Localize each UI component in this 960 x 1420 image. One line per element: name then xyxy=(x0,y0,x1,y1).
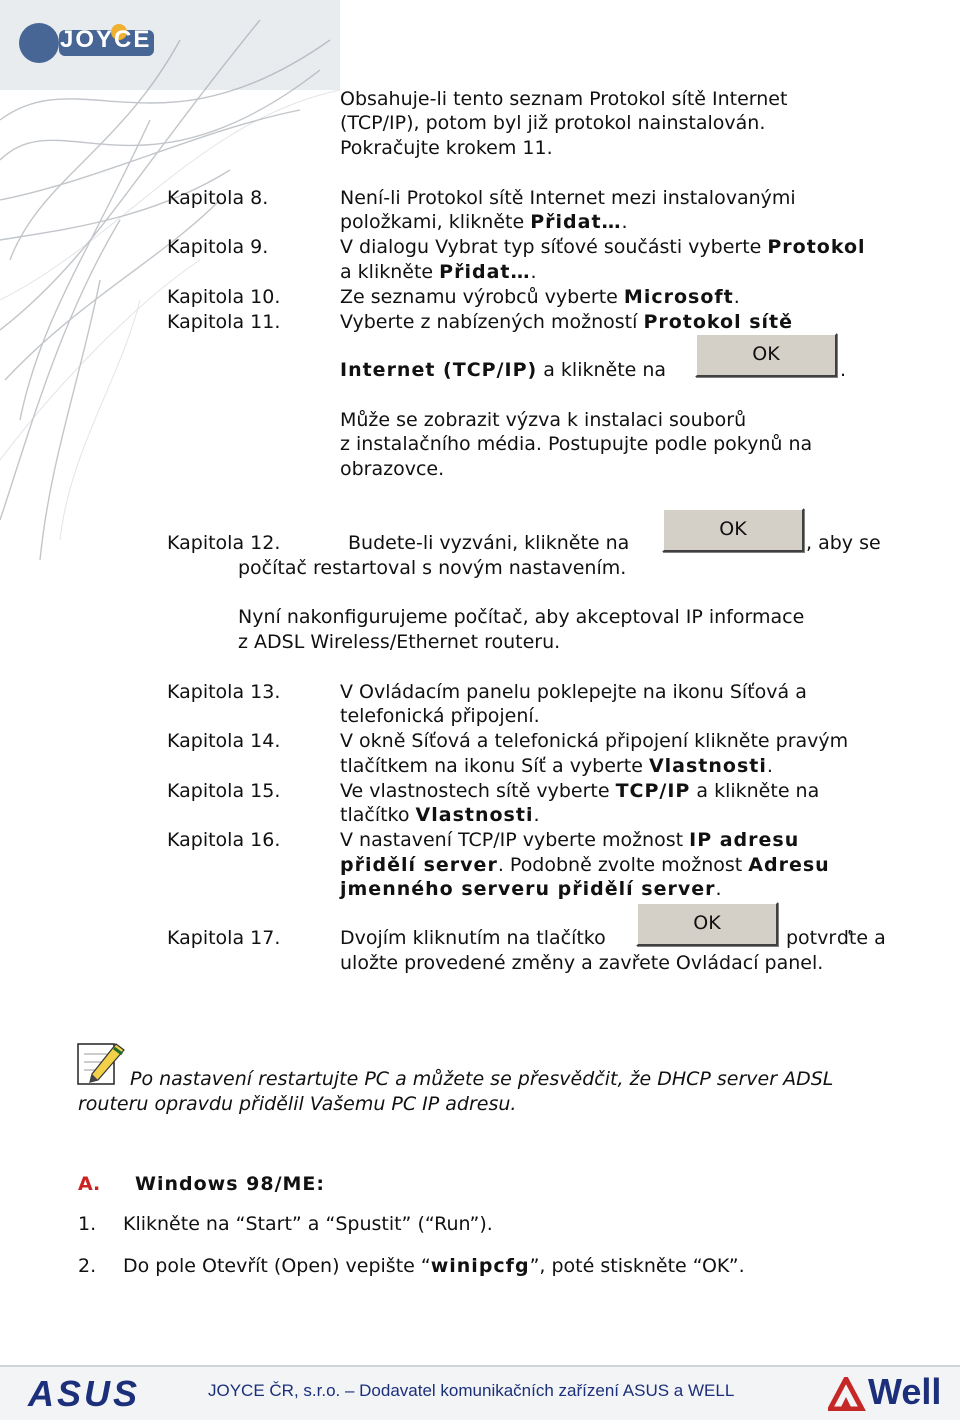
note11-line-2: z instalačního média. Postupujte podle pokynů na xyxy=(340,433,813,455)
step-text-part: položkami, klikněte xyxy=(340,211,531,233)
step-text: potvrďte a xyxy=(786,927,886,949)
paragraph-line-1: Nyní nakonfigurujeme počítač, aby akceptoval IP informace xyxy=(238,606,805,628)
footer xyxy=(0,1365,960,1420)
step-text-part: tlačítko xyxy=(340,804,416,826)
step-text: počítač restartoval s novým nastavením. xyxy=(238,557,627,579)
step-text-part: V nastavení TCP/IP vyberte možnost xyxy=(340,829,690,851)
step-text-bold: TCP/IP xyxy=(615,780,691,802)
step-label: Kapitola 17. xyxy=(167,927,281,949)
step-text xyxy=(340,358,666,383)
step-text-bold: Protokol sítě xyxy=(643,311,794,333)
step-text-bold: Vlastnosti xyxy=(648,755,767,777)
step-text-bold: IP adresu xyxy=(689,829,800,851)
step-text-bold: Přidat… xyxy=(439,261,531,283)
paragraph-line-2: z ADSL Wireless/Ethernet routeru. xyxy=(238,631,561,653)
footer-text: JOYCE ČR, s.r.o. – Dodavatel komunikačních zařízení ASUS a WELL xyxy=(208,1381,735,1400)
note11-line-3: obrazovce. xyxy=(340,458,445,480)
decorative-cables-image xyxy=(0,0,340,560)
step-label: Kapitola 13. xyxy=(167,681,281,703)
step-label: Kapitola 9. xyxy=(167,236,269,258)
step-label: Kapitola 14. xyxy=(167,730,281,752)
step-text xyxy=(340,285,740,310)
step-text xyxy=(340,210,628,235)
step-text-part: . Podobně zvolte možnost xyxy=(497,854,749,876)
list-item-text: Klikněte na “Start” a “Spustit” (“Run”). xyxy=(123,1213,493,1235)
step-text-part: a klikněte xyxy=(340,261,440,283)
step-text xyxy=(340,310,793,335)
step-text xyxy=(340,235,866,260)
step-text-part: . xyxy=(715,878,722,900)
step-text: V okně Síťová a telefonická připojení klikněte pravým xyxy=(340,730,849,752)
step-label: Kapitola 10. xyxy=(167,286,281,308)
list-number: 2. xyxy=(78,1255,97,1277)
step-text: , aby se xyxy=(806,532,881,554)
step-text-part: . xyxy=(621,211,628,233)
step-text xyxy=(340,828,799,853)
note-pencil-icon xyxy=(76,1040,128,1088)
step-text-bold: Microsoft xyxy=(623,286,734,308)
step-text: Dvojím kliknutím na tlačítko xyxy=(340,927,606,949)
step-text-bold: Adresu xyxy=(748,854,830,876)
step-text-period: . xyxy=(840,359,847,381)
ok-button[interactable]: OK xyxy=(636,902,778,946)
step-text-bold: Internet (TCP/IP) xyxy=(340,359,538,381)
step-text xyxy=(340,803,540,828)
list-number: 1. xyxy=(78,1213,97,1235)
step-text-part: Vyberte z nabízených možností xyxy=(340,311,644,333)
list-item-bold: winipcfg xyxy=(430,1255,530,1277)
list-item-part: Do pole Otevřít (Open) vepište “ xyxy=(123,1255,431,1277)
joyce-logo-text: JOYCE xyxy=(60,26,152,53)
step-text-bold: přidělí server xyxy=(340,854,498,876)
step-text: V Ovládacím panelu poklepejte na ikonu Síťová a xyxy=(340,681,807,703)
section-title: Windows 98/ME: xyxy=(135,1173,325,1195)
step-label: Kapitola 12. xyxy=(167,532,281,554)
step-text: uložte provedené změny a zavřete Ovládací panel. xyxy=(340,952,824,974)
step-text-bold: Protokol xyxy=(767,236,866,258)
step-text-part: a klikněte na xyxy=(690,780,820,802)
list-item-text xyxy=(123,1254,745,1279)
note-line-1: Po nastavení restartujte PC a můžete se přesvědčit, že DHCP server ADSL xyxy=(130,1068,834,1090)
step-text-part: Ve vlastnostech sítě vyberte xyxy=(340,780,616,802)
step-text-bold: Vlastnosti xyxy=(415,804,534,826)
intro-line-3: Pokračujte krokem 11. xyxy=(340,137,553,159)
step-text xyxy=(340,779,819,804)
step-text: Budete-li vyzváni, klikněte na xyxy=(348,532,630,554)
step-text xyxy=(340,853,830,878)
intro-line-1: Obsahuje-li tento seznam Protokol sítě Internet xyxy=(340,88,788,110)
step-label: Kapitola 8. xyxy=(167,187,269,209)
step-label: Kapitola 11. xyxy=(167,311,281,333)
asus-logo: ASUS xyxy=(28,1373,141,1414)
step-text-part: a klikněte na xyxy=(537,359,667,381)
step-text-bold: Přidat… xyxy=(530,211,622,233)
step-text-part: . xyxy=(733,286,740,308)
step-label: Kapitola 16. xyxy=(167,829,281,851)
step-text xyxy=(340,877,722,902)
step-text-part: V dialogu Vybrat typ síťové součásti vyberte xyxy=(340,236,768,258)
step-text-part: . xyxy=(530,261,537,283)
step-text-part: . xyxy=(766,755,773,777)
list-item-part: ”, poté stiskněte “OK”. xyxy=(529,1255,745,1277)
step-text-part: tlačítkem na ikonu Síť a vyberte xyxy=(340,755,649,777)
step-label: Kapitola 15. xyxy=(167,780,281,802)
step-text: telefonická připojení. xyxy=(340,705,540,727)
ok-button[interactable]: OK xyxy=(695,333,837,377)
ok-button[interactable]: OK xyxy=(662,508,804,552)
section-letter: A. xyxy=(78,1173,101,1195)
step-text xyxy=(340,754,773,779)
well-logo: Well xyxy=(868,1371,942,1412)
step-text xyxy=(340,260,537,285)
intro-line-2: (TCP/IP), potom byl již protokol nainstalován. xyxy=(340,112,766,134)
step-text-part: . xyxy=(533,804,540,826)
step-text-part: Ze seznamu výrobců vyberte xyxy=(340,286,624,308)
step-text-bold: jmenného serveru přidělí server xyxy=(340,878,716,900)
well-logo-mark xyxy=(828,1377,868,1411)
note-line-2: routeru opravdu přidělil Vašemu PC IP adresu. xyxy=(78,1093,517,1115)
step-text: Není-li Protokol sítě Internet mezi instalovanými xyxy=(340,187,796,209)
note11-line-1: Může se zobrazit výzva k instalaci souborů xyxy=(340,409,747,431)
